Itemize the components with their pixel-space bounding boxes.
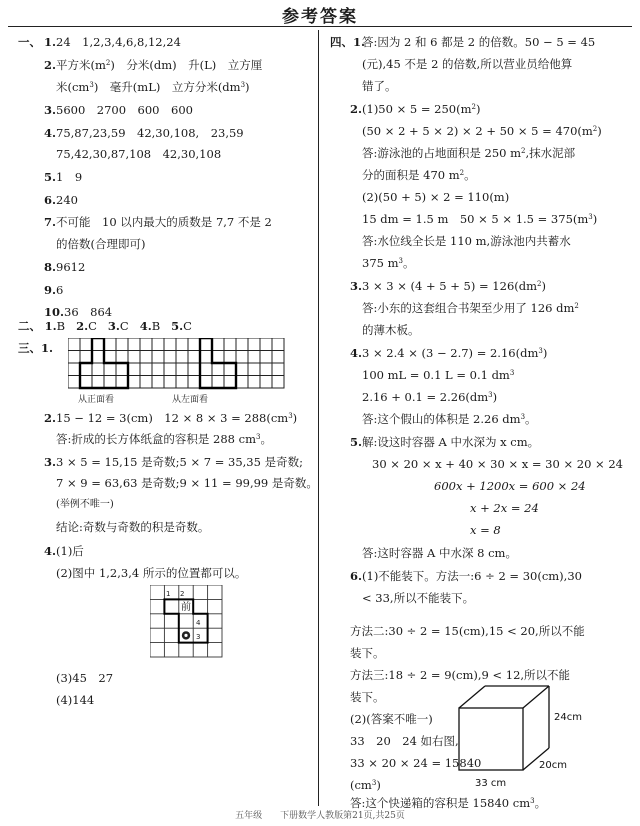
- answer-4-6-part2: (2)(答案不唯一): [350, 712, 433, 726]
- view-grid-figure: [68, 338, 308, 406]
- svg-text:3: 3: [196, 633, 201, 641]
- answer-1-7-cont: 的倍数(合理即可): [56, 237, 146, 251]
- answer-4-3-reply: 答:小东的这套组合书架至少用了 126 $dm^2$: [362, 301, 579, 315]
- answer-4-2-volume: 15 dm = 1.5 m $50 \times 5 \times 1.5 = 375(m^3)$: [362, 212, 598, 226]
- box-width-label: 33 cm: [475, 778, 507, 789]
- answer-3-2: 2.15 − 12 = 3(cm) $12 \times 8 \times 3 = 288(cm^3)$: [44, 411, 298, 425]
- column-divider: [318, 30, 319, 806]
- answer-4-2-reply-cont: 分的面积是 470 $m^2$。: [362, 168, 476, 182]
- answer-4-2-reply2-cont: 375 $m^3$。: [362, 256, 415, 270]
- answer-1-2: 2.平方米$(m^2)$ 分米(dm) 升(L) 立方厘: [44, 58, 263, 72]
- answer-4-5-eq4: x = 8: [470, 523, 501, 537]
- answer-1-9: 9.6: [44, 283, 64, 297]
- answer-4-2-part2: (2)(50 + 5) × 2 = 110(m): [362, 190, 510, 204]
- front-view-label: 从正面看: [78, 395, 115, 405]
- answer-3-3: 3.3 × 5 = 15,15 是奇数;5 × 7 = 35,35 是奇数;: [44, 455, 303, 469]
- answer-4-4-sum: $2.16 + 0.1 = 2.26(dm^3)$: [362, 390, 498, 404]
- section-4-label: 四、1.: [330, 35, 366, 49]
- answer-3-3-note: (举例不唯一): [56, 499, 114, 510]
- answer-3-2-conclusion: 答:折成的长方体纸盒的容积是 288 $cm^3$。: [56, 432, 272, 446]
- answer-1-10: 10.36 864: [44, 305, 113, 319]
- answer-4-4-reply: 答:这个假山的体积是 2.26 $dm^3$。: [362, 412, 537, 426]
- answer-4-6-dims: 33 20 24 如右图,: [350, 734, 459, 748]
- page-footer: 五年级 下册数学人教版第21页,共25页: [235, 811, 405, 821]
- answer-4-1: 答:因为 2 和 6 都是 2 的倍数。50 − 5 = 45: [362, 35, 596, 49]
- answer-4-2-reply2: 答:水位线全长是 110 m,游泳池内共蓄水: [362, 234, 571, 248]
- section-3-label: 三、1.: [18, 341, 54, 355]
- svg-text:2: 2: [180, 590, 185, 598]
- svg-text:4: 4: [196, 619, 201, 627]
- answer-1-8: 8.9612: [44, 260, 86, 274]
- svg-text:1: 1: [166, 590, 171, 598]
- answer-4-5-eq1: 30 × 20 × x + 40 × 30 × x = 30 × 20 × 24: [372, 457, 623, 471]
- box-height-label: 24cm: [554, 712, 582, 723]
- answer-4-6-reply: 答:这个快递箱的容积是 15840 $cm^3$。: [350, 796, 547, 810]
- answer-4-6-calc: 33 × 20 × 24 = 15840: [350, 756, 482, 770]
- answer-4-3-reply-cont: 的薄木板。: [362, 323, 420, 337]
- answer-1-3: 3.5600 2700 600 600: [44, 103, 193, 117]
- answer-4-6-method2-cont: 装下。: [350, 646, 385, 660]
- answer-1-2-cont: 米$(cm^3)$ 毫升(mL) 立方分米$(dm^3)$: [56, 80, 250, 94]
- answer-3-4-part4: (4)144: [56, 693, 95, 707]
- answer-3-3-cont: 7 × 9 = 63,63 是奇数;9 × 11 = 99,99 是奇数。: [56, 476, 318, 490]
- section-1-label: 一、: [18, 35, 41, 49]
- front-marker: 前: [181, 602, 191, 613]
- answer-1-4: 4.75,87,23,59 42,30,108, 23,59: [44, 126, 244, 140]
- answer-4-5-eq3: x + 2x = 24: [470, 501, 539, 515]
- position-grid-figure: [150, 585, 230, 665]
- answer-4-5-reply: 答:这时容器 A 中水深 8 cm。: [362, 546, 517, 560]
- answer-4-5: 5.解:设这时容器 A 中水深为 x cm。: [350, 435, 540, 449]
- page-title: 参考答案: [282, 7, 358, 27]
- answer-1-4-cont: 75,42,30,87,108 42,30,108: [56, 147, 222, 161]
- answer-1-5: 5.1 9: [44, 170, 83, 184]
- answer-4-6: 6.(1)不能装下。方法一:6 ÷ 2 = 30(cm),30: [350, 569, 582, 583]
- answer-4-4: $4.3 \times 2.4 \times (3 - 2.7) = 2.16(dm^3)$: [350, 346, 548, 360]
- answer-1-6: 6.240: [44, 193, 78, 207]
- answer-4-2: $2.(1)50 \times 5 = 250(m^2)$: [350, 102, 481, 116]
- answer-4-3: $3.3 \times 3 \times (4 + 5 + 5) = 126(dm^2)$: [350, 279, 546, 293]
- section-2-answers: 二、 1.B 2.C 3.C 4.B 5.C: [18, 319, 192, 333]
- answer-3-4: 4.(1)后: [44, 544, 84, 558]
- answer-4-1-end: 错了。: [362, 79, 397, 93]
- answer-1-7: 7.不可能 10 以内最大的质数是 7,7 不是 2: [44, 215, 272, 229]
- answer-4-4-convert: 100 mL = 0.1 L = 0.1 $dm^3$: [362, 368, 515, 382]
- answer-4-6-method3-cont: 装下。: [350, 690, 385, 704]
- answer-4-2-calc: $(50 \times 2 + 5 \times 2) \times 2 + 50 \times 5 = 470(m^2)$: [362, 124, 602, 138]
- answer-4-5-eq2: 600x + 1200x = 600 × 24: [434, 479, 586, 493]
- answer-3-3-conclusion: 结论:奇数与奇数的积是奇数。: [56, 520, 210, 534]
- answer-3-4-part3: (3)45 27: [56, 671, 114, 685]
- answer-4-6-unit: $(cm^3)$: [350, 778, 381, 792]
- box-figure: [455, 682, 635, 794]
- header-rule: [8, 26, 632, 27]
- box-depth-label: 20cm: [539, 760, 567, 771]
- answer-4-6-method2: 方法二:30 ÷ 2 = 15(cm),15 < 20,所以不能: [350, 624, 585, 638]
- answer-1-1: 1.24 1,2,3,4,6,8,12,24: [44, 35, 181, 49]
- answer-4-6-method3: 方法三:18 ÷ 2 = 9(cm),9 < 12,所以不能: [350, 668, 571, 682]
- answer-4-6-cont: < 33,所以不能装下。: [362, 591, 475, 605]
- answer-4-2-reply: 答:游泳池的占地面积是 250 $m^2$,抹水泥部: [362, 146, 576, 160]
- answer-3-4-part2: (2)图中 1,2,3,4 所示的位置都可以。: [56, 566, 247, 580]
- left-view-label: 从左面看: [172, 395, 209, 405]
- answer-4-1-cont: (元),45 不是 2 的倍数,所以营业员给他算: [362, 57, 573, 71]
